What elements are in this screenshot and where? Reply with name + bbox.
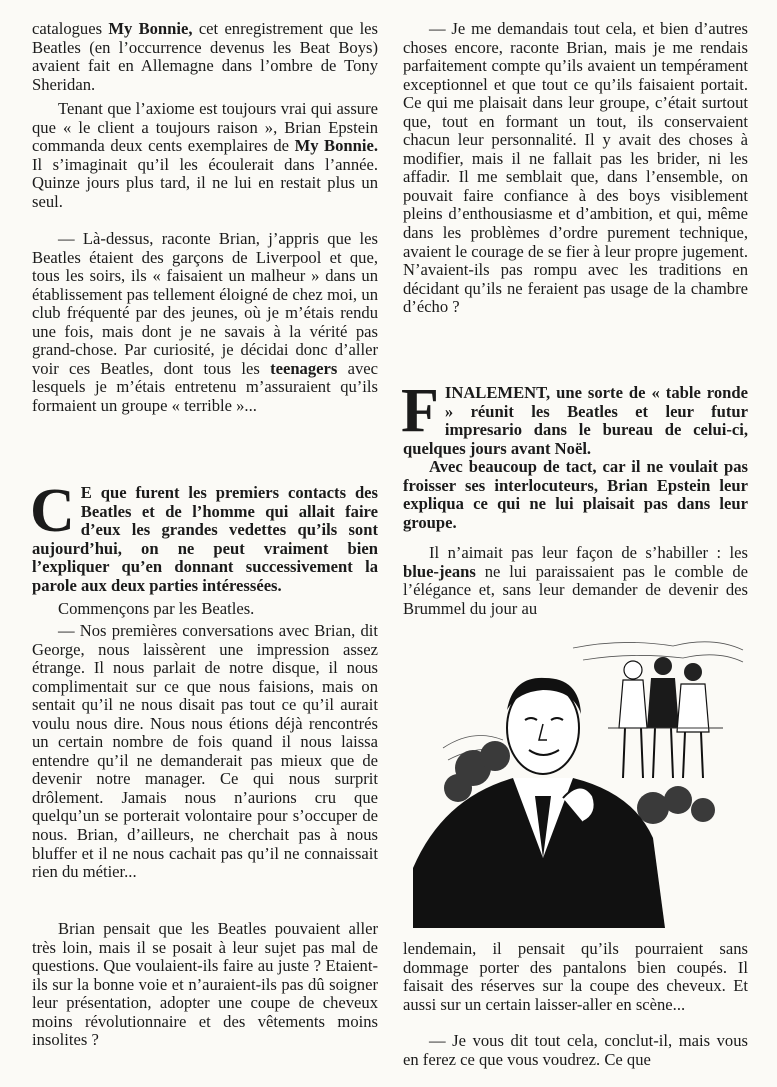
emphasis: blue-jeans (403, 561, 476, 581)
background-figures (608, 657, 723, 778)
paragraph: — Je vous dit tout cela, conclut-il, mais vous en ferez ce que vous voudrez. Ce que (403, 1031, 748, 1069)
title-mention: My Bonnie, (108, 19, 193, 38)
paragraph: Commençons par les Beatles. (58, 599, 255, 618)
paragraph: — Là-dessus, raconte Brian, j’appris que les Beatles étaient des garçons de Liverpool et que, tous les soirs, ils « faisaient un malheur » dans un établissement pas tellement éloigné de chez moi, un club fréquenté par des jeunes, où je m’étais rendu une fois, mais dont je ne savais à la vérité pas grand-chose. Par curiosité, je décidai donc d’aller voir ces Beatles, dont tous les teenagers avec lesquels je m’étais entretenu m’assuraient qu’ils formaient un groupe « terrible »... (32, 229, 378, 415)
illustration-brian-epstein-and-beatles (403, 628, 748, 928)
section-intro (30, 477, 378, 595)
paragraph: Il n’aimait pas leur façon de s’habiller : les blue-jeans ne lui paraissaient pas le comble de l’élégance et, sans leur demander de devenir des Brummel du jour au (403, 543, 748, 618)
drop-cap: F (401, 377, 439, 445)
paragraph: Brian pensait que les Beatles pouvaient aller très loin, mais il se posait à leur sujet pas mal de questions. Que voulaient-ils faire au juste ? Etaient-ils sur la bonne voie et n’auraient-ils pas dû soigner leur présentation, adopter une coupe de cheveux moins révolutionnaire et des vêtements moins insolites ? (32, 919, 378, 1050)
emphasis: teenagers (270, 358, 338, 378)
paragraph: — Je me demandais tout cela, et bien d’autres choses encore, raconte Brian, mais je me rendais parfaitement compte qu’ils avaient un tempérament exceptionnel et que tout ce qu’ils faisaient portait. Ce qui me plaisait dans leur groupe, c’était surtout que, tout en formant un tout, ils conservaient chacun leur personnalité. Il y avait des choses à modifier, mais il ne fallait pas les brider, ni les affadir. Il me semblait que, dans l’ensemble, on pouvait faire confiance à des boys visiblement pleins d’enthousiasme et d’ambition, et qui, même dans les problèmes d’ordre purement technique, avaient le courage de se fier à leur propre jugement. N’avaient-ils pas rompu avec les traditions en décidant qu’ils ne feraient pas usage de la chambre d’écho ? (403, 19, 748, 317)
section-intro (401, 377, 748, 532)
section-lead: Avec beaucoup de tact, car il ne voulait pas froisser ses interlocuteurs, Brian Epstein leur expliqua ce qui ne lui plaisait pas dans leur groupe. (403, 457, 748, 532)
paragraph: catalogues My Bonnie, cet enregistrement que les Beatles (en l’occurrence devenus les Beat Boys) avaient fait en Allemagne dans l’ombre de Tony Sheridan. (32, 19, 378, 94)
section-lead: E que furent les premiers contacts des Beatles et de l’homme qui allait faire d’eux les grandes vedettes qu’ils sont aujourd’hui, on ne peut vraiment bien l’expliquer qu’en donnant successivement la parole aux deux parties intéressées. (32, 483, 378, 595)
section-lead: INALEMENT, une sorte de « table ronde » réunit les Beatles et leur futur impresario dans le bureau de celui-ci, quelques jours avant Noël. (403, 383, 748, 458)
paragraph: — Nos premières conversations avec Brian, dit George, nous laissèrent une impression assez étrange. Il nous parlait de notre disque, il nous complimentait sur ce que nous faisions, mais on sentait qu’il ne nous disait pas tout ce qu’il aurait voulu nous dire. Nous nous étions déjà rencontrés un certain nombre de fois quand il nous laissa entendre qu’il ne demanderait pas mieux que de devenir notre manager. Ce qui nous surprit drôlement. Jamais nous n’aurions cru que quelqu’un se porterait volontaire pour s’occuper de nous. Brian, d’ailleurs, ne cherchait pas à nous bluffer et il ne nous cachait pas qu’il ne connaissait rien du métier... (32, 621, 378, 882)
drop-cap: C (30, 477, 75, 545)
paragraph: lendemain, il pensait qu’ils pourraient sans dommage porter des pantalons bien coupés. Il faisait des réserves sur la coupe des cheveux. Et aussi sur un certain laisser-aller en scène... (403, 939, 748, 1014)
paragraph: Tenant que l’axiome est toujours vrai qui assure que « le client a toujours raison », Brian Epstein commanda deux cents exemplaires de My Bonnie. Il s’imaginait qu’il les écoulerait dans l’année. Quinze jours plus tard, il ne lui en restait plus un seul. (32, 99, 378, 211)
title-mention: My Bonnie. (294, 136, 378, 156)
